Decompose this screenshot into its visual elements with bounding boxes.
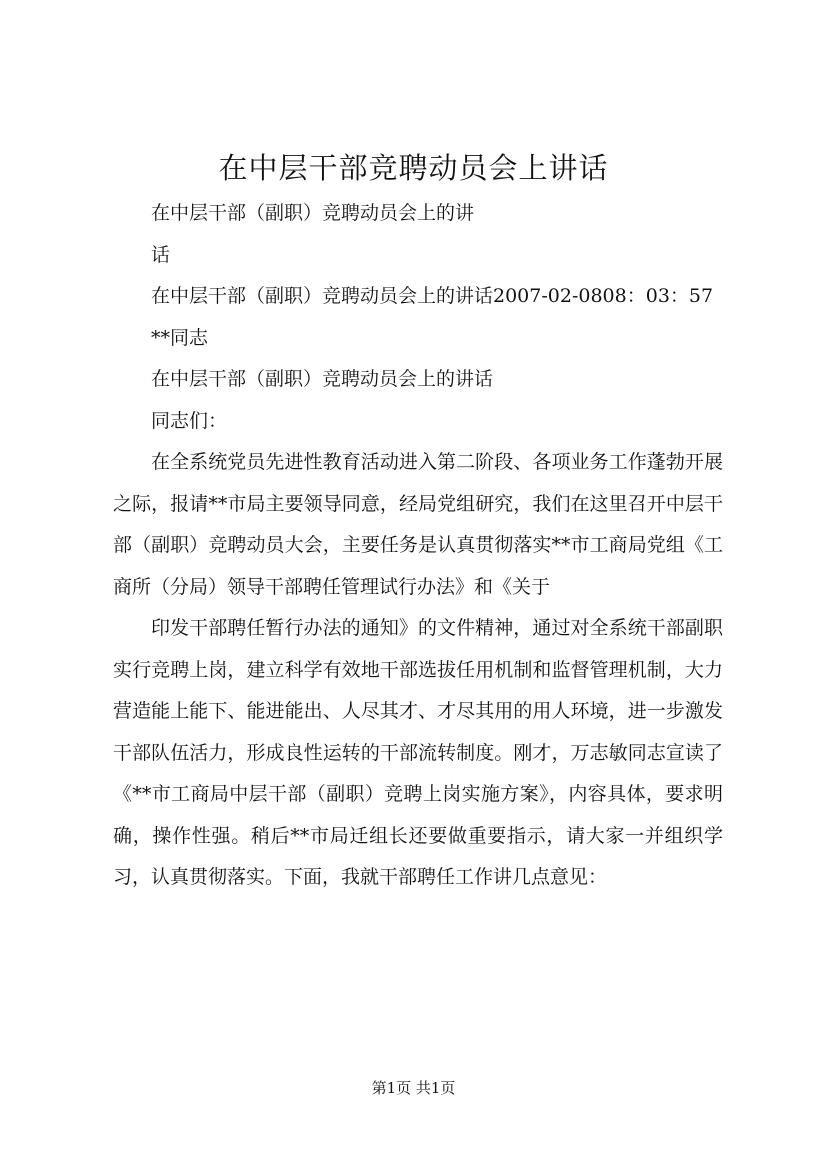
subtitle-with-date: 在中层干部（副职）竞聘动员会上的讲话2007-02-0808：03：57 — [151, 285, 714, 307]
document-title: 在中层干部竞聘动员会上讲话 — [218, 151, 609, 185]
speech-heading: 在中层干部（副职）竞聘动员会上的讲话 — [151, 368, 494, 390]
paragraph-1: 在全系统党员先进性教育活动进入第二阶段、各项业务工作蓬勃开展之际，报请**市局主要领导同意，经局党组研究，我们在这里召开中层干部（副职）竞聘动员大会，主要任务是认真贯彻落实**市工商局党组《工商所（分局）领导干部聘任管理试行办法》和《关于 — [113, 451, 723, 598]
salutation: 同志们： — [151, 409, 228, 432]
subtitle-line-2: 话 — [151, 243, 171, 266]
document-body — [113, 193, 723, 899]
author-line: **同志 — [151, 326, 209, 349]
paragraph-2: 印发干部聘任暂行办法的通知》的文件精神，通过对全系统干部副职实行竞聘上岗，建立科学有效地干部选拔任用机制和监督管理机制，大力营造能上能下、能进能出、人尽其才、才尽其用的用人环境，进一步激发干部队伍活力，形成良性运转的干部流转制度。刚才，万志敏同志宣读了《**市工商局中层干部（副职）竞聘上岗实施方案》，内容具体，要求明确，操作性强。稍后**市局迁组长还要做重要指示，请大家一并组织学习，认真贯彻落实。下面，我就干部聘任工作讲几点意见： — [113, 617, 723, 888]
page-footer: 第1页 共1页 — [371, 1079, 456, 1097]
subtitle-line-1: 在中层干部（副职）竞聘动员会上的讲 — [151, 202, 475, 224]
